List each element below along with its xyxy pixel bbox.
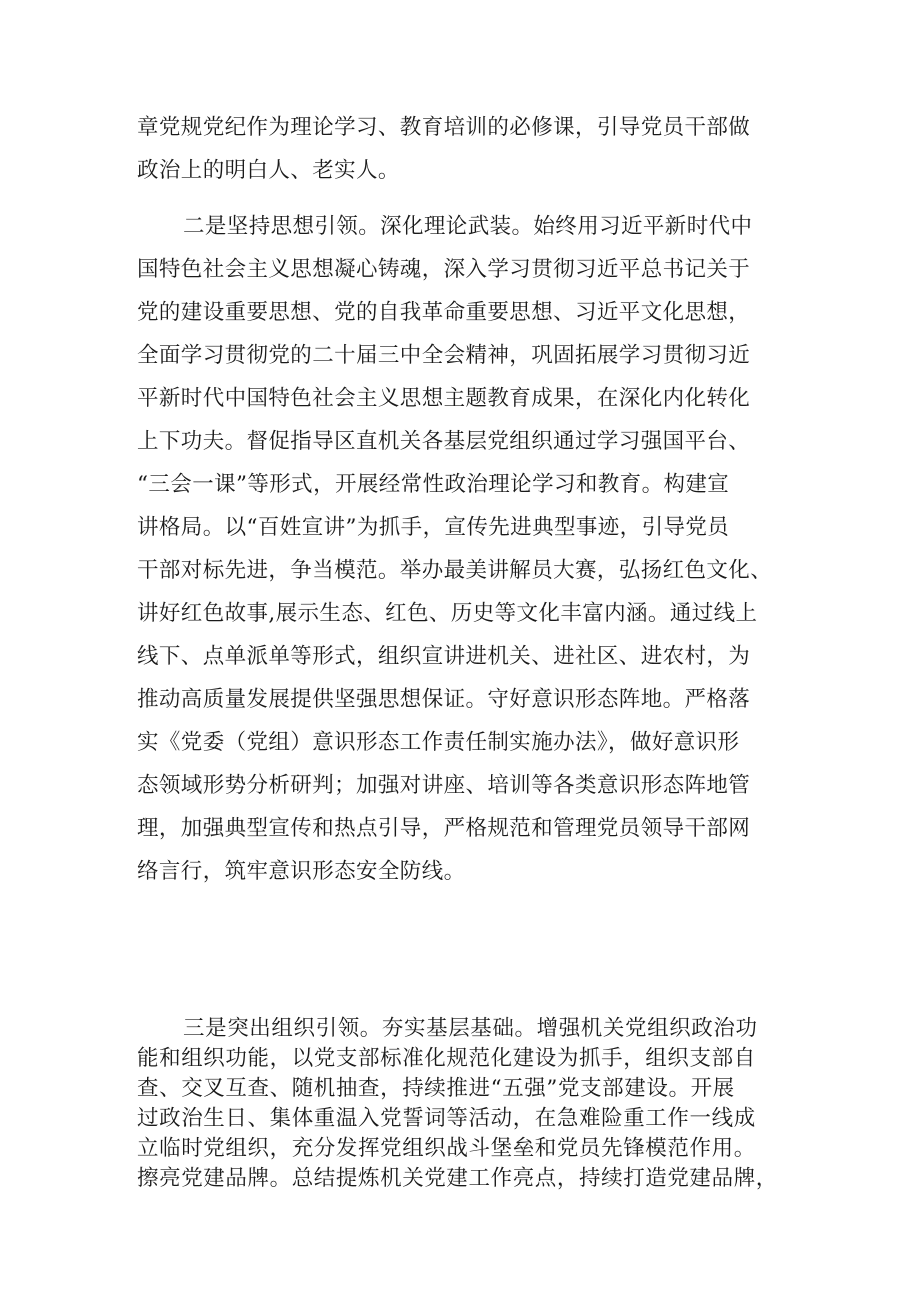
paragraph-organizational-guidance xyxy=(137,1014,789,1194)
text-line: 三是突出组织引领。夯实基层基础。增强机关党组织政治功 xyxy=(183,1016,758,1041)
text-line: 国特色社会主义思想凝心铸魂，深入学习贯彻习近平总书记关于 xyxy=(137,257,751,282)
paragraph-continuation xyxy=(137,106,789,192)
text-line: 章党规党纪作为理论学习、教育培训的必修课，引导党员干部做 xyxy=(137,115,751,140)
text-line: 平新时代中国特色社会主义思想主题教育成果，在深化内化转化 xyxy=(137,386,751,411)
text-line: 上下功夫。督促指导区直机关各基层党组织通过学习强国平台、 xyxy=(137,429,751,454)
text-line: 讲好红色故事,展示生态、红色、历史等文化丰富内涵。通过线上 xyxy=(137,601,758,626)
text-line: 立临时党组织，充分发挥党组织战斗堡垒和党员先锋模范作用。 xyxy=(137,1136,756,1161)
text-line: 全面学习贯彻党的二十届三中全会精神，巩固拓展学习贯彻习近 xyxy=(137,343,751,368)
text-line: 推动高质量发展提供坚强思想保证。守好意识形态阵地。严格落 xyxy=(137,687,751,712)
text-line: 擦亮党建品牌。总结提炼机关党建工作亮点，持续打造党建品牌， xyxy=(137,1166,778,1191)
text-line: 讲格局。以“百姓宣讲”为抓手，宣传先进典型事迹，引导党员 xyxy=(137,515,730,540)
text-line: 政治上的明白人、老实人。 xyxy=(137,158,400,183)
text-line: 态领域形势分析研判；加强对讲座、培训等各类意识形态阵地管 xyxy=(137,773,751,798)
text-line: 查、交叉互查、随机抽查，持续推进“五强”党支部建设。开展 xyxy=(137,1076,735,1101)
text-line: 线下、点单派单等形式，组织宣讲进机关、进社区、进农村，为 xyxy=(137,644,751,669)
text-line: “三会一课”等形式，开展经常性政治理论学习和教育。构建宣 xyxy=(137,472,730,497)
text-line: 干部对标先进，争当模范。举办最美讲解员大赛，弘扬红色文化、 xyxy=(137,558,773,583)
text-line: 能和组织功能，以党支部标准化规范化建设为抓手，组织支部自 xyxy=(137,1046,756,1071)
text-line: 络言行，筑牢意识形态安全防线。 xyxy=(137,859,466,884)
paragraph-ideological-guidance xyxy=(137,205,789,893)
text-line: 党的建设重要思想、党的自我革命重要思想、习近平文化思想， xyxy=(137,300,751,325)
text-line: 实《党委（党组）意识形态工作责任制实施办法》，做好意识形 xyxy=(137,730,740,755)
text-line: 过政治生日、集体重温入党誓词等活动，在急难险重工作一线成 xyxy=(137,1106,756,1131)
text-line: 二是坚持思想引领。深化理论武装。始终用习近平新时代中 xyxy=(183,214,753,239)
text-line: 理，加强典型宣传和热点引导，严格规范和管理党员领导干部网 xyxy=(137,816,751,841)
